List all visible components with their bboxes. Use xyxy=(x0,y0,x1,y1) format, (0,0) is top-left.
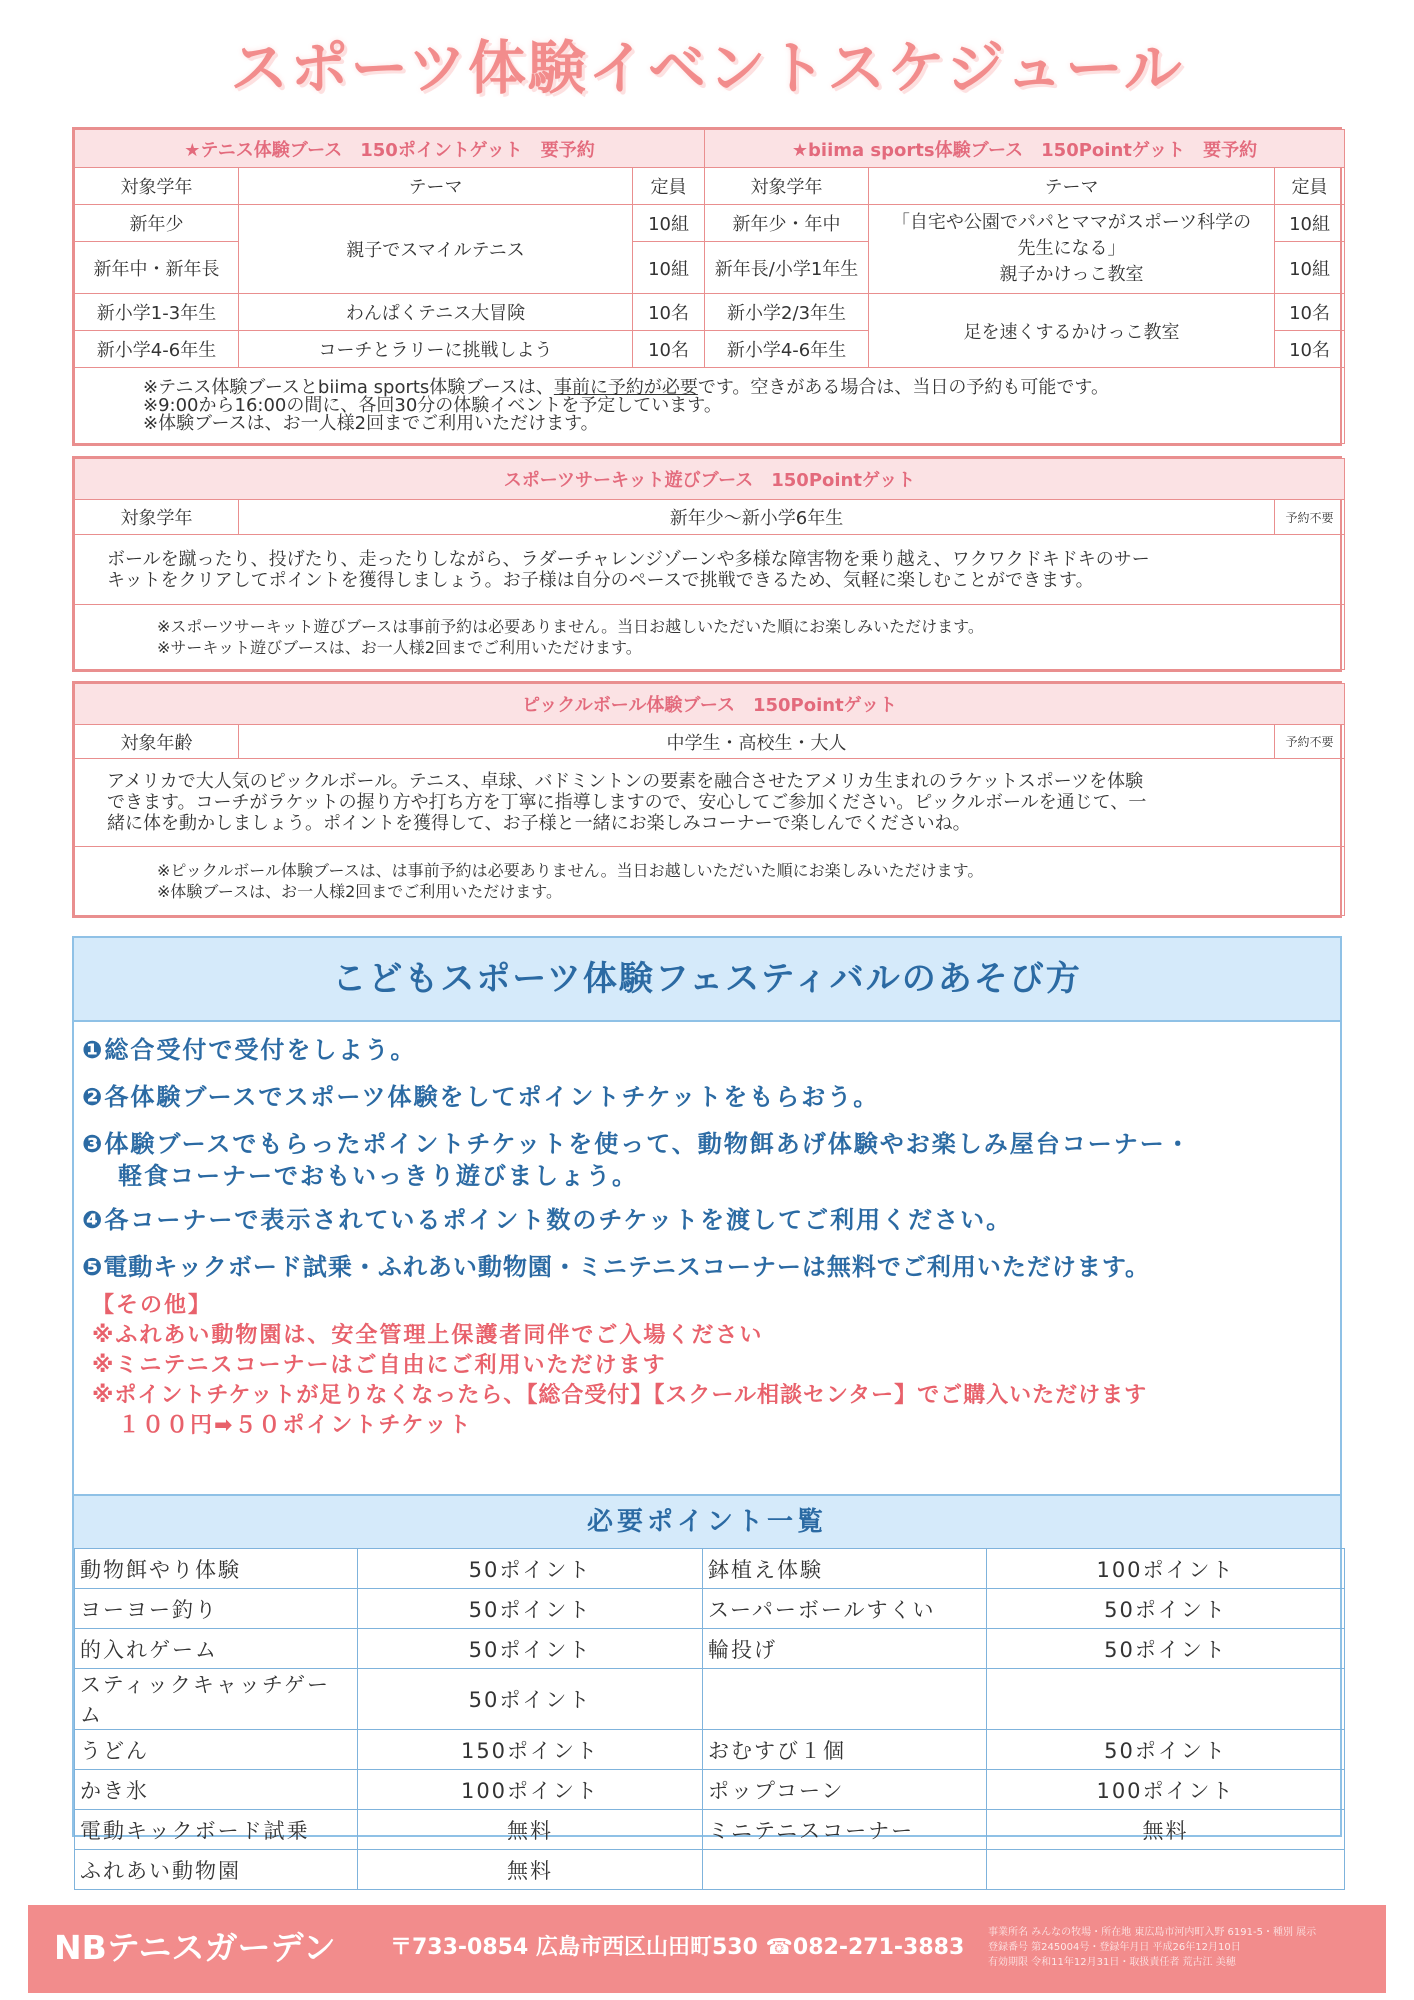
footer-address: 〒733-0854 広島市西区山田町530 ☎082-271-3883 xyxy=(390,1935,965,1960)
howto-header: こどもスポーツ体験フェスティバルのあそび方 xyxy=(74,938,1340,1022)
item-name: うどん xyxy=(75,1730,358,1770)
table-cell: 足を速くするかけっこ教室 xyxy=(869,294,1275,368)
pickleball-booth-header: ピックルボール体験ブース 150Pointゲット xyxy=(75,684,1345,725)
item-name: ポップコーン xyxy=(703,1770,987,1810)
table-row xyxy=(75,1549,1345,1589)
biima-theme-line: 「自宅や公園でパパとママがスポーツ科学の xyxy=(891,212,1252,233)
item-points: 50ポイント xyxy=(358,1669,703,1730)
note-text: です。空きがある場合は、当日の予約も可能です。 xyxy=(697,376,1109,398)
note-text: ※テニス体験ブースとbiima sports体験ブースは、 xyxy=(143,376,554,398)
table-row xyxy=(75,1669,1345,1730)
table-cell: 新年少 xyxy=(75,205,239,242)
no-reservation-badge: 予約不要 xyxy=(1275,500,1345,535)
item-points: 150ポイント xyxy=(358,1730,703,1770)
tennis-col-grade: 対象学年 xyxy=(75,168,239,205)
circuit-label: 対象学年 xyxy=(75,500,239,535)
item-points: 50ポイント xyxy=(358,1629,703,1669)
other-note-price: １００円➡５０ポイントチケット xyxy=(118,1413,473,1438)
circuit-booth-header: スポーツサーキット遊びブース 150Pointゲット xyxy=(75,459,1345,500)
item-points: 50ポイント xyxy=(358,1549,703,1589)
footer-registration xyxy=(988,1925,1380,1970)
item-points: 無料 xyxy=(987,1810,1345,1850)
howto-step-1: ❶総合受付で受付をしよう。 xyxy=(82,1036,417,1064)
item-points: 50ポイント xyxy=(987,1629,1345,1669)
table-cell: 10名 xyxy=(633,294,705,331)
table-cell: コーチとラリーに挑戦しよう xyxy=(239,331,633,368)
circuit-value: 新年少〜新小学6年生 xyxy=(239,500,1275,535)
booth-schedule-table xyxy=(72,127,1342,446)
circuit-notes xyxy=(75,605,1345,670)
item-name: 動物餌やり体験 xyxy=(75,1549,358,1589)
circuit-description xyxy=(75,535,1345,605)
howto-step-3: ❸体験ブースでもらったポイントチケットを使って、動物餌あげ体験やお楽しみ屋台コーナー・ xyxy=(82,1130,1192,1158)
biima-col-grade: 対象学年 xyxy=(705,168,869,205)
item-name: スーパーボールすくい xyxy=(703,1589,987,1629)
howto-step-2: ❷各体験ブースでスポーツ体験をしてポイントチケットをもらおう。 xyxy=(82,1083,880,1111)
page-title: スポーツ体験イベントスケジュール xyxy=(230,34,1184,102)
biima-col-cap: 定員 xyxy=(1275,168,1345,205)
item-name: 鉢植え体験 xyxy=(703,1549,987,1589)
item-points xyxy=(987,1850,1345,1890)
biima-col-theme: テーマ xyxy=(869,168,1275,205)
table-row xyxy=(75,1770,1345,1810)
no-reservation-badge: 予約不要 xyxy=(1275,725,1345,759)
description-line: できます。コーチがラケットの握り方や打ち方を丁寧に指導しますので、安心してご参加ください。ピックルボールを通じて、一 xyxy=(107,792,1147,813)
table-cell: 新年少・年中 xyxy=(705,205,869,242)
biima-theme-line: 親子かけっこ教室 xyxy=(999,264,1144,285)
registration-line: 登録番号 第245004号・登録年月日 平成26年12月10日 xyxy=(988,1942,1241,1953)
table-cell: 新年中・新年長 xyxy=(75,242,239,294)
description-line: アメリカで大人気のピックルボール。テニス、卓球、バドミントンの要素を融合させたアメリカ生まれのラケットスポーツを体験 xyxy=(107,771,1144,792)
table-cell: 新小学4-6年生 xyxy=(75,331,239,368)
table-cell xyxy=(869,205,1275,294)
tennis-col-theme: テーマ xyxy=(239,168,633,205)
item-name: かき氷 xyxy=(75,1770,358,1810)
table-cell: 新小学4-6年生 xyxy=(705,331,869,368)
table-row xyxy=(75,1589,1345,1629)
table-cell: 10名 xyxy=(633,331,705,368)
pickleball-notes xyxy=(75,847,1345,916)
item-points xyxy=(987,1669,1345,1730)
item-points: 50ポイント xyxy=(358,1589,703,1629)
other-note: ※ポイントチケットが足りなくなったら、【総合受付】【スクール相談センター】でご購入いただけます xyxy=(92,1383,1148,1408)
biima-theme-line: 先生になる」 xyxy=(1017,238,1126,259)
item-name: ヨーヨー釣り xyxy=(75,1589,358,1629)
table-cell: 新小学2/3年生 xyxy=(705,294,869,331)
table-cell: 新小学1-3年生 xyxy=(75,294,239,331)
description-line: キットをクリアしてポイントを獲得しましょう。お子様は自分のペースで挑戦できるため、気軽に楽しむことができます。 xyxy=(107,569,1094,591)
registration-line: 有効期限 令和11年12月31日・取扱責任者 荒古江 美穂 xyxy=(988,1957,1236,1968)
table-cell: 10組 xyxy=(633,242,705,294)
description-line: 緒に体を動かしましょう。ポイントを獲得して、お子様と一緒にお楽しみコーナーで楽しんでくださいね。 xyxy=(107,813,971,834)
table-cell: 10組 xyxy=(1275,242,1345,294)
item-name xyxy=(703,1850,987,1890)
item-points: 50ポイント xyxy=(987,1589,1345,1629)
item-name: ふれあい動物園 xyxy=(75,1850,358,1890)
note-underlined: 事前に予約が必要 xyxy=(553,376,698,398)
table-row xyxy=(75,1850,1345,1890)
item-name: 的入れゲーム xyxy=(75,1629,358,1669)
pickleball-value: 中学生・高校生・大人 xyxy=(239,725,1275,759)
table-cell: 新年長/小学1年生 xyxy=(705,242,869,294)
biima-booth-header: ★biima sports体験ブース 150Pointゲット 要予約 xyxy=(705,130,1345,168)
item-points: 50ポイント xyxy=(987,1730,1345,1770)
footer-brand: NBテニスガーデン xyxy=(54,1928,336,1967)
footer-bar xyxy=(28,1905,1386,1993)
table-row xyxy=(75,1810,1345,1850)
item-name: ミニテニスコーナー xyxy=(703,1810,987,1850)
item-name: 輪投げ xyxy=(703,1629,987,1669)
pickleball-label: 対象年齢 xyxy=(75,725,239,759)
booking-notes xyxy=(75,368,1345,444)
item-name: おむすび１個 xyxy=(703,1730,987,1770)
other-title: 【その他】 xyxy=(92,1293,213,1318)
points-section xyxy=(72,1494,1342,1883)
booking-note-line xyxy=(143,376,1340,398)
table-cell: 10名 xyxy=(1275,331,1345,368)
note-line: ※ピックルボール体験ブースは、は事前予約は必要ありません。当日お越しいただいた順にお楽しみいただけます。 xyxy=(157,861,984,880)
note-line: ※体験ブースは、お一人様2回までご利用いただけます。 xyxy=(157,882,563,901)
item-name: 電動キックボード試乗 xyxy=(75,1810,358,1850)
table-cell: 10組 xyxy=(633,205,705,242)
tennis-booth-header: ★テニス体験ブース 150ポイントゲット 要予約 xyxy=(75,130,705,168)
tennis-col-cap: 定員 xyxy=(633,168,705,205)
note-line: ※サーキット遊びブースは、お一人様2回までご利用いただけます。 xyxy=(157,638,642,657)
item-points: 無料 xyxy=(358,1850,703,1890)
booking-note-line: ※9:00から16:00の間に、各回30分の体験イベントを予定しています。 xyxy=(143,394,722,416)
table-cell: わんぱくテニス大冒険 xyxy=(239,294,633,331)
registration-line: 事業所名 みんなの牧場・所在地 東広島市河内町入野 6191-5・種別 展示 xyxy=(988,1927,1317,1938)
item-name: スティックキャッチゲーム xyxy=(75,1669,358,1730)
howto-section xyxy=(72,936,1342,1496)
table-row xyxy=(75,1730,1345,1770)
howto-step-4: ❹各コーナーで表示されているポイント数のチケットを渡してご利用ください。 xyxy=(82,1206,1013,1234)
item-points: 無料 xyxy=(358,1810,703,1850)
item-points: 100ポイント xyxy=(358,1770,703,1810)
table-cell: 10組 xyxy=(1275,205,1345,242)
table-cell: 親子でスマイルテニス xyxy=(239,205,633,294)
description-line: ボールを蹴ったり、投げたり、走ったりしながら、ラダーチャレンジゾーンや多様な障害物を乗り越え、ワクワクドキドキのサー xyxy=(107,548,1150,570)
note-line: ※スポーツサーキット遊びブースは事前予約は必要ありません。当日お越しいただいた順にお楽しみいただけます。 xyxy=(157,617,984,636)
points-header: 必要ポイント一覧 xyxy=(74,1494,1340,1548)
table-row xyxy=(75,1629,1345,1669)
item-points: 100ポイント xyxy=(987,1549,1345,1589)
other-note: ※ふれあい動物園は、安全管理上保護者同伴でご入場ください xyxy=(92,1323,764,1348)
booking-note-line: ※体験ブースは、お一人様2回までご利用いただけます。 xyxy=(143,412,599,434)
item-points: 100ポイント xyxy=(987,1770,1345,1810)
circuit-booth-table xyxy=(72,456,1342,672)
points-table xyxy=(74,1548,1345,1890)
pickleball-booth-table xyxy=(72,681,1342,918)
howto-step-3-cont: 軽食コーナーでおもいっきり遊びましょう。 xyxy=(118,1162,638,1190)
table-cell: 10名 xyxy=(1275,294,1345,331)
other-note: ※ミニテニスコーナーはご自由にご利用いただけます xyxy=(92,1353,667,1378)
item-name xyxy=(703,1669,987,1730)
pickleball-description xyxy=(75,759,1345,847)
howto-step-5: ❺電動キックボード試乗・ふれあい動物園・ミニテニスコーナーは無料でご利用いただけます。 xyxy=(82,1253,1150,1281)
